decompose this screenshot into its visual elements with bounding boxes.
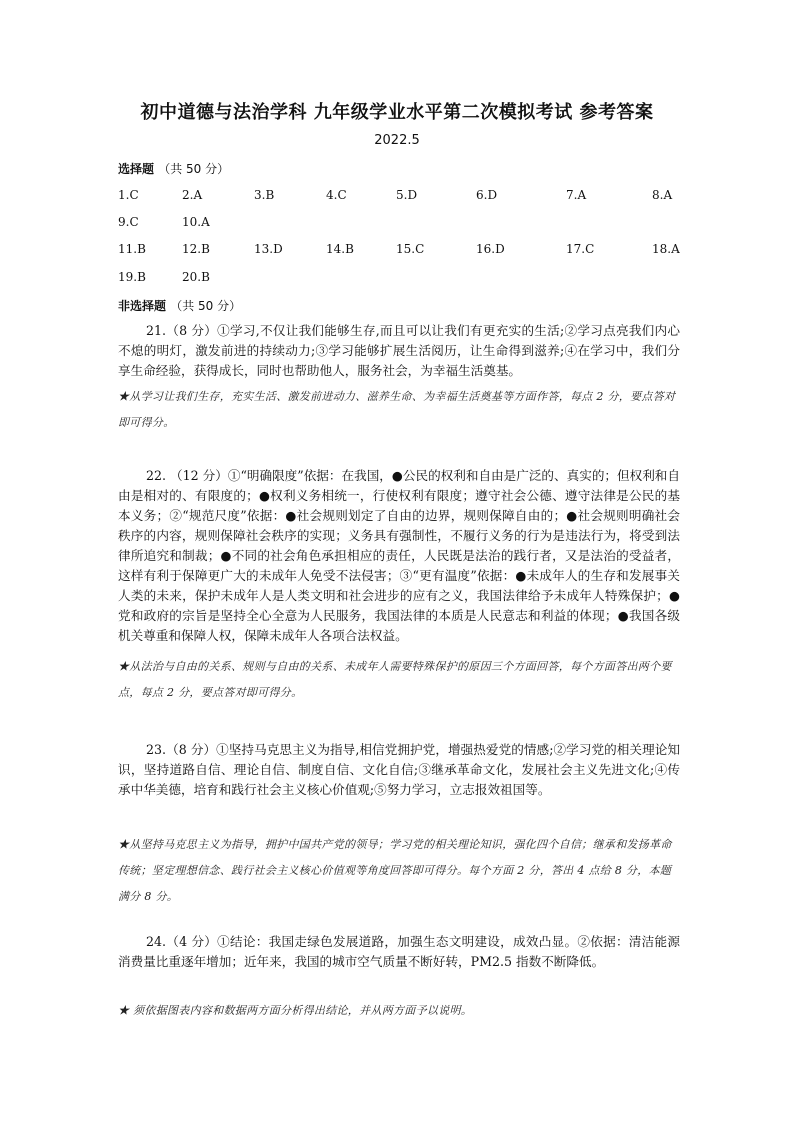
choice-answer-row-2	[118, 215, 678, 233]
choice-answer: 6.D	[476, 188, 498, 202]
exam-date: 2022.5	[374, 133, 420, 148]
q22-answer-text: 22. （12 分）①“明确限度”依据：在我国，●公民的权利和自由是广泛的、真实的；但权利和自由是相对的、有限度的；●权利义务相统一，行使权利有限度；遵守社会公德、遵守法律是公民的基本义务；②“规范尺度”依据：●社会规则划定了自由的边界，规则保障自由的；●社会规则明确社会秩序的内容，规则保障社会秩序的实现；义务具有强制性，不履行义务的行为是违法行为，将受到法律所追究和制裁；●不同的社会角色承担相应的责任，人民既是法治的践行者，又是法治的受益者，这样有利于保障更广大的未成年人免受不法侵害；③“更有温度”依据：●未成年人的生存和发展事关人类的未来，保护未成年人是人类文明和社会进步的应有之义，我国法律给予未成年人特殊保护；●党和政府的宗旨是坚持全心全意为人民服务，我国法律的本质是人民意志和利益的体现；●我国各级机关尊重和保障人权，保障未成年人各项合法权益。	[118, 468, 680, 643]
choice-heading-label: 选择题	[118, 162, 155, 176]
choice-answer: 20.B	[182, 270, 210, 284]
choice-answer: 9.C	[118, 215, 139, 229]
q23-answer	[118, 740, 680, 800]
q22-answer	[118, 466, 680, 646]
q24-answer-text: 24.（4 分）①结论：我国走绿色发展道路，加强生态文明建设，成效凸显。②依据：清洁能源消费量比重逐年增加；近年来，我国的城市空气质量不断好转，PM2.5 指数不断降低。	[118, 934, 680, 969]
q24-answer	[118, 932, 680, 972]
q24-scoring-note: ★ 须依据图表内容和数据两方面分析得出结论，并从两方面予以说明。	[118, 1004, 473, 1017]
choice-answer: 13.D	[254, 242, 283, 256]
nonchoice-section-heading	[118, 297, 241, 314]
choice-answer-row-1	[118, 188, 678, 206]
choice-answer: 19.B	[118, 270, 146, 284]
q23-answer-text: 23.（8 分）①坚持马克思主义为指导,相信党拥护党，增强热爱党的情感;②学习党的相关理论知识，坚持道路自信、理论自信、制度自信、文化自信;③继承革命文化，发展社会主义先进文化;④传承中华美德，培育和践行社会主义核心价值观;⑤努力学习，立志报效祖国等。	[118, 742, 680, 797]
choice-answer: 12.B	[182, 242, 210, 256]
choice-answer: 14.B	[326, 242, 354, 256]
nonchoice-heading-points: （共 50 分）	[170, 299, 242, 313]
choice-answer: 11.B	[118, 242, 146, 256]
choice-answer: 8.A	[652, 188, 673, 202]
choice-answer: 17.C	[566, 242, 595, 256]
choice-answer: 2.A	[182, 188, 203, 202]
q21-answer-text: 21.（8 分）①学习,不仅让我们能够生存,而且可以让我们有更充实的生活;②学习点亮我们内心不熄的明灯，激发前进的持续动力;③学习能够扩展生活阅历，让生命得到滋养;④在学习中，我们分享生命经验，获得成长，同时也帮助他人，服务社会，为幸福生活奠基。	[118, 323, 680, 378]
choice-answer: 16.D	[476, 242, 505, 256]
choice-heading-points: （共 50 分）	[158, 162, 230, 176]
q23-scoring-note: ★从坚持马克思主义为指导，拥护中国共产党的领导；学习党的相关理论知识，强化四个自信；继承和发扬革命传统；坚定理想信念、践行社会主义核心价值观等角度回答即可得分。每个方面 2 分，答出 4 点给 8 分，本题满分 8 分。	[118, 838, 672, 903]
choice-answer: 7.A	[566, 188, 587, 202]
choice-answer: 3.B	[254, 188, 275, 202]
choice-answer-row-4	[118, 270, 678, 288]
choice-answer: 10.A	[182, 215, 210, 229]
page-title: 初中道德与法治学科 九年级学业水平第二次模拟考试 参考答案	[140, 102, 654, 123]
nonchoice-heading-label: 非选择题	[118, 299, 167, 313]
choice-answer: 15.C	[396, 242, 425, 256]
choice-answer: 18.A	[652, 242, 680, 256]
q21-scoring-note: ★从学习让我们生存，充实生活、激发前进动力、滋养生命、为幸福生活奠基等方面作答，每点 2 分，要点答对即可得分。	[118, 390, 676, 429]
choice-answer: 5.D	[396, 188, 418, 202]
choice-answer: 1.C	[118, 188, 139, 202]
choice-answer: 4.C	[326, 188, 347, 202]
choice-answer-row-3	[118, 242, 678, 260]
q22-scoring-note: ★从法治与自由的关系、规则与自由的关系、未成年人需要特殊保护的原因三个方面回答，每个方面答出两个要点，每点 2 分，要点答对即可得分。	[118, 660, 672, 699]
choice-section-heading	[118, 160, 229, 177]
q21-answer	[118, 321, 680, 381]
